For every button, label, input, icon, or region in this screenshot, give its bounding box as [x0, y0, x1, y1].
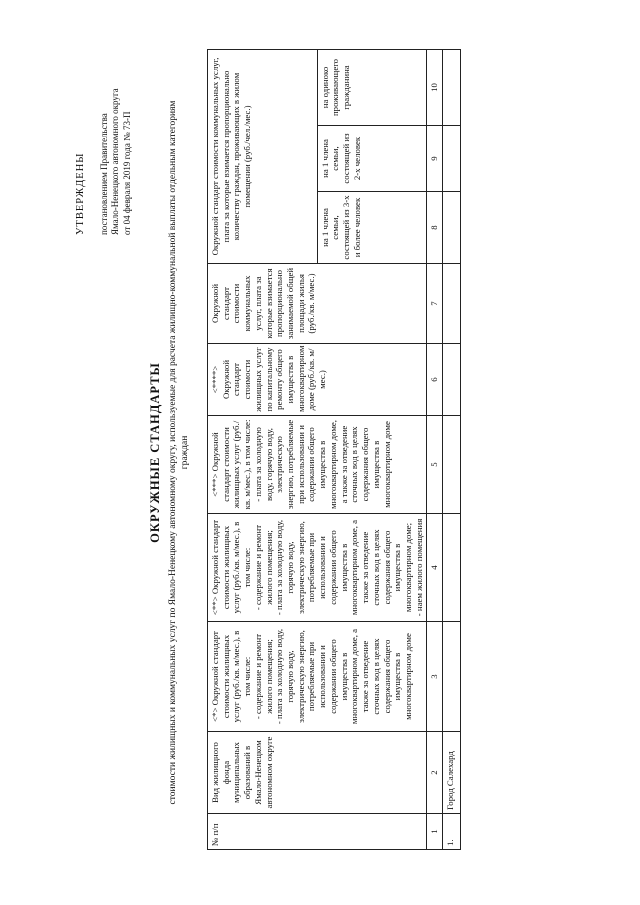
column-numbers-row — [427, 49, 443, 849]
standards-table — [207, 49, 461, 850]
header-col-number: № п/п — [208, 814, 427, 850]
column-number: 10 — [427, 49, 443, 125]
approval-line-2: Ямало-Ненецкого автономного округа — [110, 88, 121, 235]
document-subtitle: стоимости жилищных и коммунальных услуг по Ямало-Ненецкому автономному округу, используемые для расчета жилищно-коммунальной выплаты отдельным категориям граждан — [168, 100, 190, 805]
table-cell — [443, 514, 461, 622]
header-family-3plus: на 1 члена семьи, состоящей из 3-х и более человек — [317, 192, 427, 264]
header-housing-type: Вид жилищного фонда муниципальных образований в Ямало-Ненецком автономном округе — [208, 732, 427, 814]
table-cell — [443, 622, 461, 732]
header-area-standard: Окружной стандарт стоимости коммунальных услуг, плата за которые взимается пропорционально занимаемой общей площади жилья (руб./кв. м/мес.) — [208, 264, 427, 344]
approval-header: УТВЕРЖДЕНЫ — [75, 152, 86, 235]
header-row-1 — [208, 49, 318, 849]
approval-block — [74, 20, 133, 235]
column-number: 8 — [427, 192, 443, 264]
header-standard-1: <*> Окружной стандарт стоимости жилищных услуг (руб./кв. м/мес.), в том числе: - содержание и ремонт жилого помещения; - плата за холодную воду, горячую воду, электрическую энергию, потребляемые при использовании и содержании общего имущества в многоквартирном доме, а также за отведение сточных вод в целях содержания общего имущества в многоквартирном доме — [208, 622, 427, 732]
column-number: 3 — [427, 622, 443, 732]
header-per-person-group: Окружной стандарт стоимости коммунальных услуг, плата за которые взимается пропорционально количеству граждан, проживающих в жилом помещении (руб./чел./мес.) — [208, 49, 318, 263]
column-number: 1 — [427, 814, 443, 850]
column-number: 2 — [427, 732, 443, 814]
header-single: на одиноко проживающего гражданина — [317, 49, 427, 125]
header-standard-3: <***> Окружной стандарт стоимости жилищных услуг (руб./кв. м/мес.), в том числе: - плата за холодную воду, горячую воду, электрическую энергию, потребляемые при использовании и содержании общего имущества в многоквартирном доме, а также за отведение сточных вод в целях содержания общего имущества в многоквартирном доме — [208, 416, 427, 514]
row-number: 1. — [443, 814, 461, 850]
header-family-2: на 1 члена семьи, состоящей из 2-х человек — [317, 126, 427, 192]
table-cell — [443, 344, 461, 416]
row-city-name: Город Салехард — [443, 732, 461, 814]
column-number: 5 — [427, 416, 443, 514]
column-number: 7 — [427, 264, 443, 344]
column-number: 9 — [427, 126, 443, 192]
table-cell — [443, 264, 461, 344]
header-standard-4: <****> Окружной стандарт стоимости жилищных услуг по капитальному ремонту общего имущества в многоквартирном доме (руб./кв. м/мес.) — [208, 344, 427, 416]
document-title: ОКРУЖНЫЕ СТАНДАРТЫ — [148, 362, 162, 543]
approval-line-3: от 04 февраля 2019 года № 73-П — [121, 111, 132, 235]
table-cell — [443, 192, 461, 264]
column-number: 4 — [427, 514, 443, 622]
table-cell — [443, 126, 461, 192]
table-cell — [443, 416, 461, 514]
table-cell — [443, 49, 461, 125]
header-standard-2: <**> Окружной стандарт стоимости жилищных услуг (руб./кв. м/мес.), в том числе: - содержание и ремонт жилого помещения; - плата за холодную воду, горячую воду, электрическую энергию, потребляемые при использовании и содержании общего имущества в многоквартирном доме, а также за отведение сточных вод в целях содержания общего имущества в многоквартирном доме; - наем жилого помещения — [208, 514, 427, 622]
column-number: 6 — [427, 344, 443, 416]
approval-line-1: постановлением Правительства — [99, 113, 110, 235]
table-row — [443, 49, 461, 849]
